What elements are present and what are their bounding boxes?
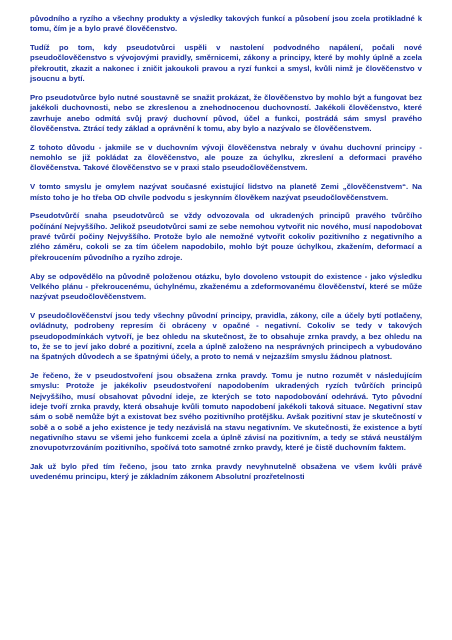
paragraph: Jak už bylo před tím řečeno, jsou tato zrnka pravdy nevyhnutelně obsažena ve všem kvůli právě uvedenému principu, který je základním zákonem Absolutní prozřetelnosti xyxy=(30,462,422,482)
paragraph: Pseudotvůrčí snaha pseudotvůrců se vždy odvozovala od ukradených principů pravého tvůrčího počínání Nejvyššího. Jelikož pseudotvůrci sami ze sebe nemohou vytvořit nic nového, musí napodobovat pravé tvůrčí počiny Nejvyššího. Protože bylo ale nemožné vytvořit cokoliv pozitivního z negativního a zlého záměru, cokoli se za tím účelem napodobilo, mohlo být pouze úchylkou, zkažením, deformací a překroucením původního a ryzího zdroje. xyxy=(30,211,422,262)
paragraph: Pro pseudotvůrce bylo nutné soustavně se snažit prokázat, že člověčenstvo by mohlo být a fungovat bez jakékoli duchovnosti, nebo se zkreslenou a znehodnocenou duchovností. Jakékoli člověčenstvo, které zavrhuje anebo odmítá svůj pravý duchovní původ, účel a funkci, postrádá sám smysl pravého člověčenstva. Ztrácí tedy základ a oprávnění k tomu, aby bylo a nazývalo se člověčenstvem. xyxy=(30,92,422,133)
paragraph: původního a ryzího a všechny produkty a výsledky takových funkcí a působení jsou zcela protikladné k tomu, čím je a bylo pravé člověčenstvo. xyxy=(30,14,422,34)
paragraph: V pseudočlověčenství jsou tedy všechny původní principy, pravidla, zákony, cíle a účely bytí potlačeny, ovládnuty, podrobeny represím či obráceny v opačné - negativní. Cokoliv se tedy v takových pseudopodmínkách vytvoří, je bez ohledu na skutečnost, že to obsahuje zrnka pravdy, a bez ohledu na to, že se to jeví jako dobré a pozitivní, zcela a úplně založeno na nesprávných principech a vybudováno na špatných důvodech a se špatnými účely, a proto to nemá v nejzazším smyslu žádnou platnost. xyxy=(30,310,422,362)
paragraph: V tomto smyslu je omylem nazývat současné existující lidstvo na planetě Zemi „člověčenstvem“. Na místo toho je ho třeba OD chvíle podvodu s jeskynním člověkem nazývat pseudočlověčenstvem. xyxy=(30,182,422,202)
paragraph: Aby se odpovědělo na původně položenou otázku, bylo dovoleno vstoupit do existence - jako výsledku Velkého plánu - překroucenému, úchylnému, zkaženému a zdeformovanému člověčenství, které se může nazývat pseudočlověčenstvem. xyxy=(30,271,422,302)
paragraph: Z tohoto důvodu - jakmile se v duchovním vývoji člověčenstva nebraly v úvahu duchovní principy - nemohlo se již pokládat za člověčenstvo, ale pouze za úchylku, zkreslení a deformaci pravého člověčenstva. Takové člověčenstvo se v praxi stalo pseudočlověčenstvem. xyxy=(30,142,422,173)
paragraph: Je řečeno, že v pseudostvoření jsou obsažena zrnka pravdy. Tomu je nutno rozumět v následujícím smyslu: Protože je jakékoliv pseudostvoření napodobením ukradených ryzích tvůrčích principů Nejvyššího, musí obsahovat původní ideje, ze kterých se toto napodobování odehrává. Tyto původní ideje tvoří zrnka pravdy, která obsahuje kvůli tomuto napodobení jakékoli taková situace. Negativní stav sám o sobě nemůže být a existovat bez svého pozitivního protějšku. Avšak pozitivní stav je skutečností v sobě a o sobě a jeho existence je tedy nezávislá na stavu negativním. Ve skutečnosti, že existence a bytí negativního stavu se všemi jeho funkcemi zcela a úplně závisí na pozitivním, a tedy se stává neustálým znovupotvrzováním pozitivního, spočívá toto samotné zrnko pravdy, které je čistě duchovním faktem. xyxy=(30,371,422,453)
paragraph: Tudíž po tom, kdy pseudotvůrci uspěli v nastolení podvodného napálení, počali nové pseudočlověčenstvo s vývojovými pravidly, směrnicemi, zákony a principy, které by mohly úplně a zcela překroutit, zkazit a nakonec i zničit jakoukoli pravou a ryzí funkci a smysl, kvůli nimž je člověčenstvo v jsoucnu a bytí. xyxy=(30,43,422,84)
